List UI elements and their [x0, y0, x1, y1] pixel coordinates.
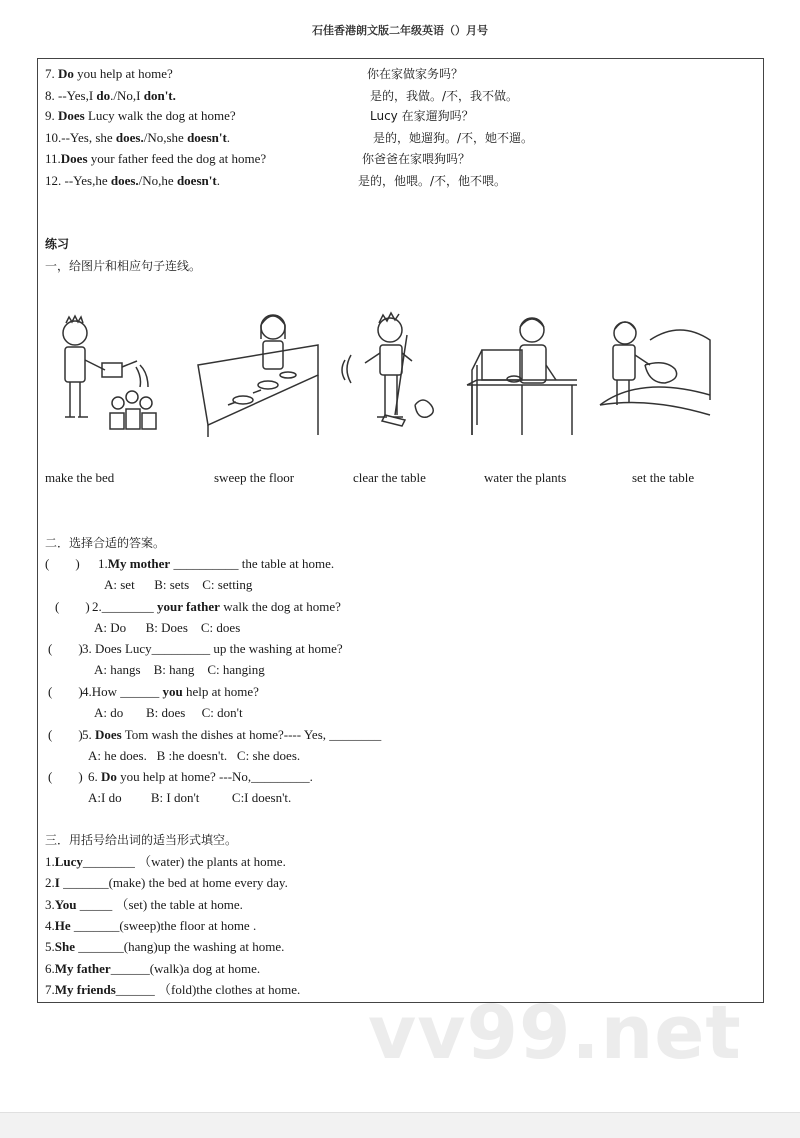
text: 12. --Yes,he [45, 173, 111, 188]
bold-text: Lucy [54, 854, 83, 869]
fill-in-item[interactable] [45, 961, 260, 977]
fill-in-item[interactable] [45, 897, 243, 913]
dialogue-en-line [45, 173, 220, 189]
answer-blank[interactable]: ( ) [45, 556, 80, 571]
text: _______(hang)up the washing at home. [74, 939, 285, 955]
dialogue-en-line [45, 130, 230, 146]
text: 8. --Yes,I [45, 88, 97, 103]
answer-blank[interactable]: ( ) [48, 641, 83, 656]
caption-sweep-the-floor[interactable]: sweep the floor [214, 470, 295, 485]
bold-text: your father [157, 599, 220, 614]
fill-in-item[interactable] [45, 875, 288, 891]
text: 1. [45, 854, 55, 869]
text: /No,he [138, 173, 177, 188]
picture-boy-watering-plants[interactable] [40, 305, 168, 440]
question-options: A:I do B: I don't C:I doesn't. [88, 790, 292, 805]
picture-boy-sweeping-floor[interactable] [335, 305, 455, 440]
text: 5. [82, 727, 95, 742]
dialogue-cn-line: 是的，他喂。/不，他不喂。 [358, 174, 507, 188]
bold-text: does. [110, 173, 139, 188]
text: ./No,I [110, 88, 144, 103]
text: 7. [45, 66, 58, 81]
answer-blank[interactable]: ( ) [48, 727, 83, 742]
dialogue-cn-line: 你爸爸在家喂狗吗？ [362, 152, 471, 166]
picture-man-clearing-table[interactable] [462, 305, 582, 440]
question-text [98, 556, 334, 572]
making-bed-icon [595, 305, 715, 440]
question-text [82, 641, 343, 657]
text: 7. [45, 981, 55, 997]
text: 6. [88, 769, 101, 784]
page-header: 石佳香港朗文版二年级英语（）月号 [312, 24, 488, 37]
bold-text: don't. [143, 88, 176, 103]
dialogue-cn-line: 是的，我做。/不，我不做。 [370, 89, 519, 103]
question-options: A: set B: sets C: setting [104, 577, 253, 592]
clearing-table-icon [462, 305, 582, 440]
text: 1. [98, 556, 108, 571]
dialogue-cn-line: 你在家做家务吗？ [367, 67, 464, 81]
part2-title: 二．选择合适的答案。 [45, 536, 166, 550]
picture-boy-making-bed[interactable] [595, 305, 715, 440]
text: 3. [45, 896, 55, 912]
text: 2.________ [92, 599, 157, 614]
dialogue-cn-line: Lucy 在家遛狗吗？ [370, 109, 474, 123]
question-text [82, 727, 381, 743]
bold-text: My mother [107, 556, 171, 571]
question-text [88, 769, 313, 785]
caption-make-the-bed[interactable]: make the bed [45, 470, 115, 485]
bold-text: does. [115, 130, 144, 145]
bold-text: Do [58, 66, 74, 81]
dialogue-en-line [45, 151, 266, 167]
answer-blank[interactable]: ( ) [48, 684, 83, 699]
text: Lucy walk the dog at home? [84, 108, 236, 123]
question-text [92, 599, 341, 615]
text: . [216, 173, 220, 188]
dialogue-en-line [45, 88, 176, 104]
setting-table-icon [188, 305, 328, 440]
text: ________ （water) the plants at home. [82, 854, 286, 869]
bold-text: do [96, 88, 111, 103]
bold-text: Do [101, 769, 117, 784]
bold-text: Does [95, 727, 122, 742]
caption-set-the-table[interactable]: set the table [632, 470, 695, 485]
question-options: A: do B: does C: don't [94, 705, 243, 720]
text: 10.--Yes, she [45, 130, 116, 145]
bold-text: I [54, 875, 60, 891]
question-options: A: Do B: Does C: does [94, 620, 241, 635]
text: ______ （fold)the clothes at home. [115, 981, 301, 997]
fill-in-item[interactable] [45, 939, 284, 955]
watermark: vv99.net [368, 990, 742, 1076]
text: help at home? [182, 684, 259, 699]
text: _______(make) the bed at home every day. [59, 875, 288, 891]
bold-text: She [54, 939, 75, 955]
fill-in-item[interactable] [45, 918, 256, 934]
text: 5. [45, 939, 55, 955]
bold-text: Does [58, 108, 85, 123]
text: 3. Does Lucy_________ up the washing at home? [82, 641, 343, 656]
part3-title: 三．用括号给出词的适当形式填空。 [45, 833, 238, 847]
text: 4.How ______ [82, 684, 163, 699]
bold-text: you [162, 684, 183, 699]
question-text [82, 684, 259, 700]
text: you help at home? ---No,_________. [116, 769, 313, 784]
text: you help at home? [73, 66, 173, 81]
bold-text: My father [54, 960, 111, 976]
text: walk the dog at home? [219, 599, 341, 614]
caption-water-the-plants[interactable]: water the plants [484, 470, 567, 485]
dialogue-en-line [45, 108, 236, 124]
text: Tom wash the dishes at home?---- Yes, ________ [121, 727, 382, 742]
text: /No,she [143, 130, 188, 145]
text: 4. [45, 917, 55, 933]
bottom-scroll-bar[interactable] [0, 1112, 800, 1138]
bold-text: Does [60, 151, 88, 166]
question-options: A: hangs B: hang C: hanging [94, 662, 265, 677]
text: 6. [45, 960, 55, 976]
text: 2. [45, 875, 55, 891]
caption-clear-the-table[interactable]: clear the table [353, 470, 426, 485]
watering-plants-icon [40, 305, 168, 440]
question-options: A: he does. B :he doesn't. C: she does. [88, 748, 301, 763]
bold-text: doesn't [187, 130, 227, 145]
dialogue-en-line [45, 66, 173, 82]
text: . [226, 130, 231, 145]
fill-in-item[interactable] [45, 982, 300, 998]
text: _______(sweep)the floor at home . [70, 917, 257, 933]
bold-text: He [54, 917, 71, 933]
text: 11. [45, 151, 61, 166]
part1-title: 一，给图片和相应句子连线。 [45, 259, 202, 273]
answer-blank[interactable]: ( ) [55, 599, 90, 614]
text: your father feed the dog at home? [87, 151, 267, 166]
bold-text: You [54, 896, 77, 912]
text: __________ the table at home. [170, 556, 335, 571]
practice-title: 练习 [45, 237, 70, 251]
bold-text: doesn't [176, 173, 217, 188]
dialogue-cn-line: 是的，她遛狗。/不，她不遛。 [373, 131, 534, 145]
fill-in-item[interactable] [45, 854, 286, 870]
picture-girl-setting-table[interactable] [188, 305, 328, 440]
sweeping-floor-icon [335, 305, 455, 440]
text: 9. [45, 108, 58, 123]
text: _____ （set) the table at home. [76, 896, 243, 912]
answer-blank[interactable]: ( ) [48, 769, 83, 784]
bold-text: My friends [54, 981, 116, 997]
text: ______(walk)a dog at home. [110, 960, 261, 976]
